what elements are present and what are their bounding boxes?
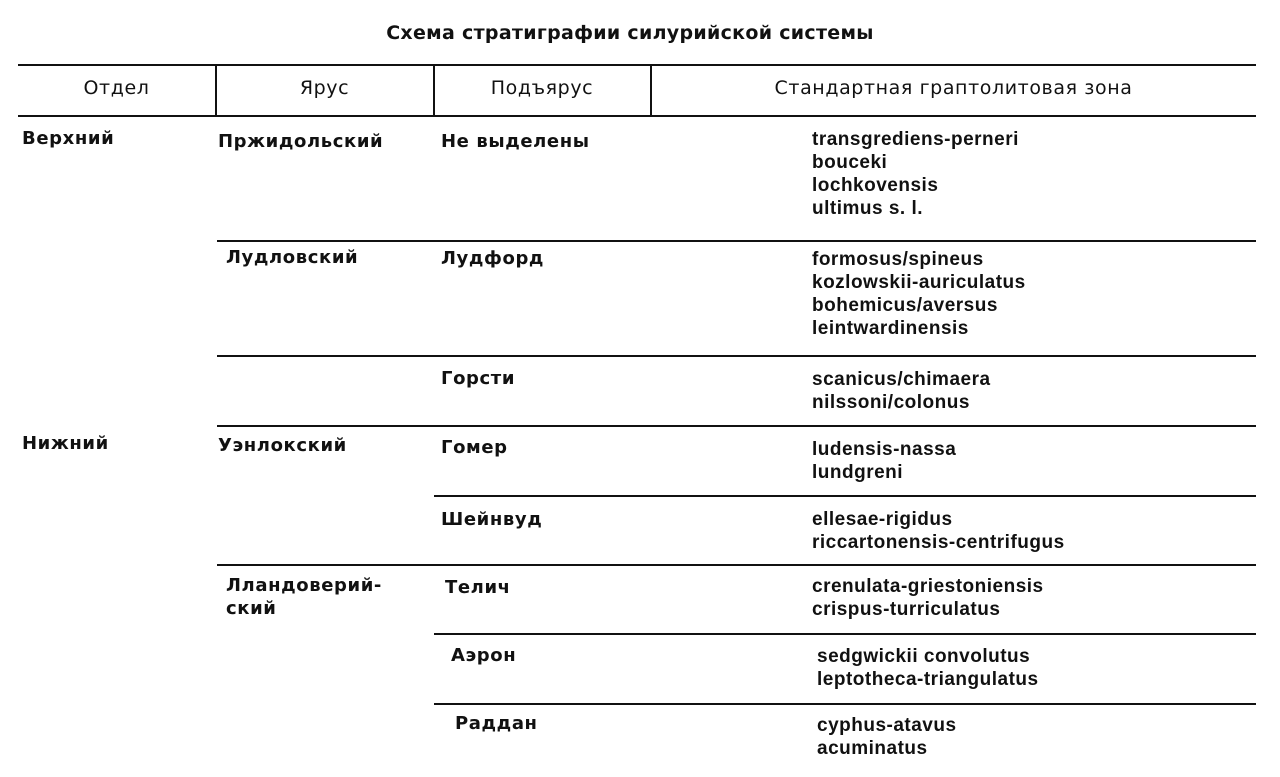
header-zone: Стандартная граптолитовая зона — [774, 77, 1133, 99]
zones-pridoli — [812, 128, 1019, 220]
zone-item: ellesae-rigidus — [812, 509, 953, 530]
zone-item: scanicus/chimaera — [812, 369, 991, 390]
row-rule-gorsty — [217, 355, 1256, 357]
series-lower: Нижний — [22, 433, 109, 454]
zone-item: cyphus-atavus — [817, 715, 957, 736]
stage-llandovery-line1: Лландоверий- — [226, 575, 382, 596]
row-rule-stage-wenlock — [217, 425, 1256, 427]
zone-item: leintwardinensis — [812, 318, 969, 339]
substage-aeron: Аэрон — [451, 645, 517, 666]
zones-homer — [812, 438, 956, 484]
zone-item: ludensis-nassa — [812, 439, 957, 460]
zones-sheinwood — [812, 508, 1065, 554]
header-stage: Ярус — [299, 77, 350, 99]
zone-item: formosus/spineus — [812, 249, 984, 270]
header-substage: Подъярус — [490, 77, 594, 99]
substage-ludford: Лудфорд — [441, 248, 545, 269]
stage-wenlock: Уэнлокский — [218, 435, 347, 456]
header-top-rule — [18, 64, 1256, 66]
zones-aeron — [817, 645, 1039, 691]
table-title: Схема стратиграфии силурийской системы — [386, 22, 874, 44]
zone-item: acuminatus — [817, 738, 928, 759]
zone-item: kozlowskii-auriculatus — [812, 272, 1026, 293]
zone-item: bouceki — [812, 152, 888, 173]
zone-item: ultimus s. l. — [812, 198, 924, 219]
stage-pridoli: Пржидольский — [218, 131, 384, 152]
zone-item: nilssoni/colonus — [812, 392, 970, 413]
zones-rhuddan — [817, 714, 957, 760]
zone-item: crenulata-griestoniensis — [812, 576, 1044, 597]
stage-llandovery — [226, 574, 382, 620]
zone-item: lochkovensis — [812, 175, 939, 196]
zone-item: leptotheca-triangulatus — [817, 669, 1039, 690]
header-series: Отдел — [83, 77, 150, 99]
zone-item: bohemicus/aversus — [812, 295, 998, 316]
substage-gorsty: Горсти — [441, 368, 516, 389]
header-bottom-rule — [18, 115, 1256, 117]
substage-telych: Телич — [445, 577, 511, 598]
row-rule-rhuddan — [434, 703, 1256, 705]
zone-item: sedgwickii convolutus — [817, 646, 1031, 667]
row-rule-stage-llandovery — [217, 564, 1256, 566]
zones-telych — [812, 575, 1044, 621]
zone-item: lundgreni — [812, 462, 904, 483]
row-rule-sheinwood — [434, 495, 1256, 497]
zones-gorsty — [812, 368, 991, 414]
substage-pridoli: Не выделены — [441, 131, 590, 152]
zone-item: transgrediens-perneri — [812, 129, 1019, 150]
substage-homer: Гомер — [441, 437, 508, 458]
substage-sheinwood: Шейнвуд — [441, 509, 543, 530]
series-upper: Верхний — [22, 128, 115, 149]
zones-ludford — [812, 248, 1026, 340]
row-rule-aeron — [434, 633, 1256, 635]
zone-item: riccartonensis-centrifugus — [812, 532, 1065, 553]
stage-llandovery-line2: ский — [226, 598, 277, 619]
row-rule-stage-ludlow — [217, 240, 1256, 242]
stage-ludlow: Лудловский — [226, 247, 359, 268]
zone-item: crispus-turriculatus — [812, 599, 1001, 620]
substage-rhuddan: Раддан — [455, 713, 538, 734]
